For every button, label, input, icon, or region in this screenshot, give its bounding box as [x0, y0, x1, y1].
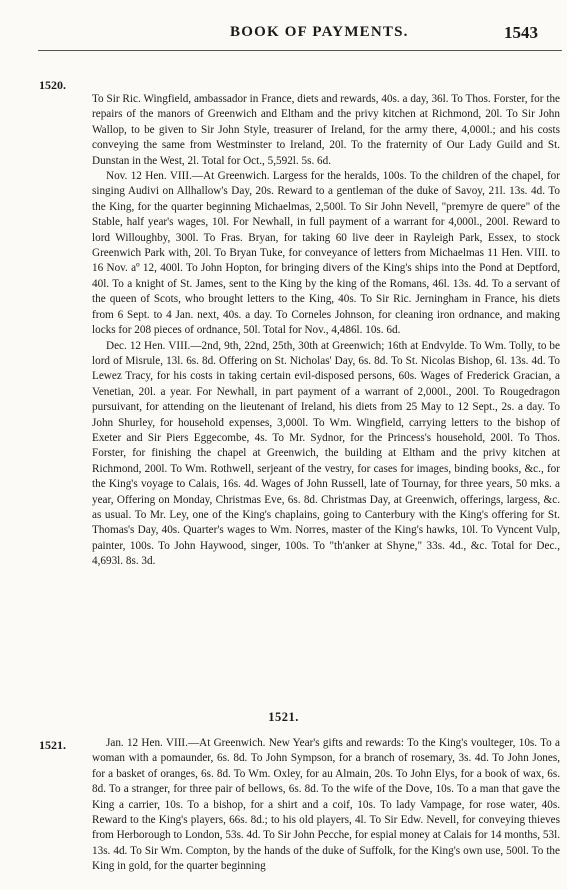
header-rule	[38, 50, 562, 51]
section-1520-text	[92, 92, 560, 570]
page-number: 1543	[504, 23, 538, 42]
paragraph-oct: To Sir Ric. Wingfield, ambassador in France, diets and rewards, 40s. a day, 36l. To Thos. Forster, for the repairs of the manors of Greenwich and Eltham and the privy kitchen at Richmond, 20l. To Sir John Wallop, to be given to Sir John Style, treasurer of Ireland, for the army there, 4,000l.; and his costs conveying the same from Westminster to Ireland, 20l. To the fraternity of Our Lady Guild and St. Dunstan in the West, 2l. Total for Oct., 5,592l. 5s. 6d.	[92, 93, 560, 167]
running-header	[0, 24, 567, 46]
paragraph-dec: Dec. 12 Hen. VIII.—2nd, 9th, 22nd, 25th, 30th at Greenwich; 16th at Endvylde. To Wm. Tolly, to be lord of Misrule, 13l. 6s. 8d. Offering on St. Nicholas' Day, 6s. 8d. To St. Nicolas Bishop, 6l. 13s. 4d. To Lewez Tracy, for his costs in taking certain evil-disposed persons, 60s. Wages of Frederick Gracian, a Venetian, 20l. a year. For Newhall, in part payment of a warrant of 2,000l., 200l. To Rougedragon pursuivant, for attending on the lieutenant of Ireland, his diets from 25 May to 12 Sept., 2s. a day. To John Shurley, for household expenses, 3,000l. To Wm. Wingfield, carrying letters to the bishop of Exeter and Sir Piers Eggecombe, 4s. To Mr. Sydnor, for the Princess's household, 200l. To Thos. Forster, for finishing the chapel at Greenwich, the building at Eltham and the privy kitchen at Richmond, 200l. To Wm. Rothwell, serjeant of the vestry, for cases for images, binding books, &c., for the King's voyage to Calais, 16s. 4d. Wages of John Russell, late of Tournay, for three years, 50 mks. a year, Offering on Monday, Christmas Eve, 6s. 8d. Christmas Day, at Greenwich, offerings, largess, &c. as usual. To Mr. Ley, one of the King's chaplains, going to Canterbury with the King's offering for St. Thomas's Day, 40s. Quarter's wages to Wm. Norres, master of the King's hawks, 10l. To Vyncent Vulp, painter, 100s. To John Haywood, singer, 100s. To "th'anker at Shyne," 33s. 4d., &c. Total for Dec., 4,693l. 8s. 3d.	[92, 339, 560, 568]
section-heading-1521: 1521.	[268, 710, 299, 724]
page-title: BOOK OF PAYMENTS.	[230, 24, 409, 40]
margin-year-1521: 1521.	[39, 738, 66, 752]
section-1521-text	[92, 736, 560, 875]
paragraph-jan: Jan. 12 Hen. VIII.—At Greenwich. New Year's gifts and rewards: To the King's voulteger, 10s. To a woman with a pomaunder, 6s. 8d. To John Sympson, for a branch of rosemary, 3s. 4d. To John Jones, for a basket of oranges, 6s. 8d. To Wm. Oxley, for au Almain, 20s. To John Elys, for a book of wax, 6s. 8d. To a stranger, for three pair of bellows, 6s. 8d. To the wife of the Dove, 10s. To a man that gave the King a carrier, 10s. To a bishop, for a shirt and a coif, 10s. To lady Vampage, for rose water, 40s. Reward to the King's players, 66s. 8d.; to his old players, 4l. To Sir Edw. Nevell, for conveying thieves from Herborough to London, 53s. 4d. To Sir John Pecche, for espial money at Calais for 14 months, 53l. 13s. 4d. To Sir Wm. Compton, by the hands of the duke of Suffolk, for the King's own use, 500l. To the King in gold, for the quarter beginning	[92, 737, 560, 873]
paragraph-nov: Nov. 12 Hen. VIII.—At Greenwich. Largess for the heralds, 100s. To the children of the chapel, for singing Audivi on Allhallow's Day, 20s. Reward to a gentleman of the duke of Savoy, 21l. 13s. 4d. To the King, for the quarter beginning Michaelmas, 2,500l. To Sir John Nevell, "premyre de quere" of the Stable, half year's wages, 10l. For Newhall, in full payment of a warrant for 4,000l., 200l. Reward to lord Willoughby, 300l. To Fras. Bryan, for taking 60 live deer in Rayleigh Park, Essex, to stock Greenwich Park with, 20l. To Bryan Tuke, for conveyance of letters from Michaelmas 11 Hen. VIII. to 16 Nov. aº 12, 400l. To John Hopton, for bringing divers of the King's ships into the Pond at Deptford, 40l. To a knight of St. James, sent to the King by the king of the Romans, 46l. 13s. 4d. To a servant of the queen of Scots, who brought letters to the King, 40s. To Sir Ric. Jerningham in France, his diets from 6 Sept. to 4 Jan. next, 40s. a day. To Corneles Johnson, for cleaning iron ordnance, and making locks for 208 pieces of ordnance, 50l. Total for Nov., 4,486l. 10s. 6d.	[92, 170, 560, 337]
margin-year-1520: 1520.	[39, 78, 66, 92]
